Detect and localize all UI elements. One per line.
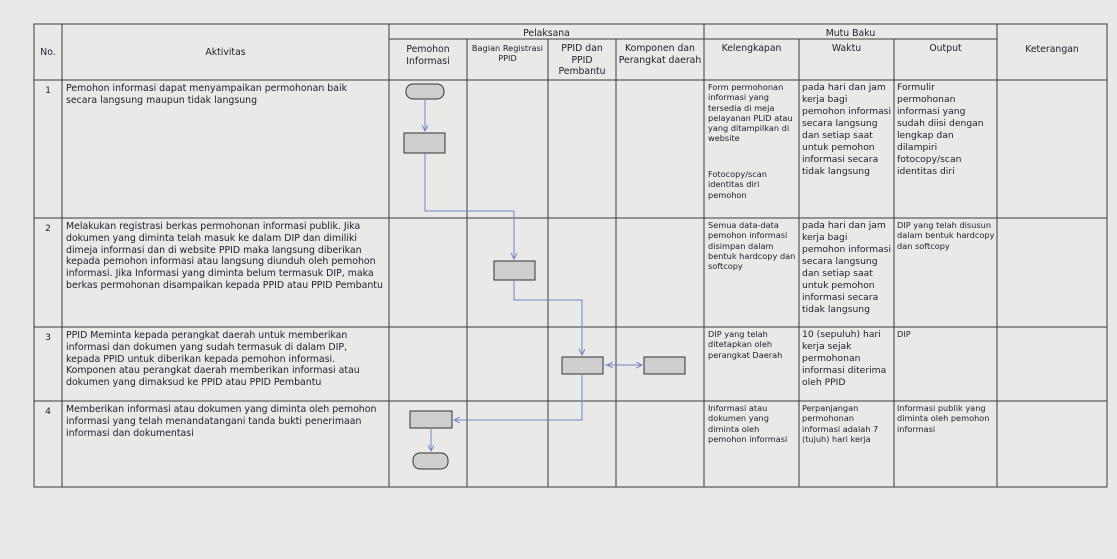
row-1-waktu: pada hari dan jam kerja bagi pemohon informasi secara langsung dan setiap saat untuk pemohon informasi secara tidak langsung xyxy=(802,82,892,177)
row-2-waktu: pada hari dan jam kerja bagi pemohon informasi secara langsung dan setiap saat untuk pemohon informasi secara tidak langsung xyxy=(802,220,892,315)
header-mutu-baku: Mutu Baku xyxy=(825,28,876,39)
row-1-kelengkapan: Form permohonan informasi yang tersedia di meja pelayanan PLID atau yang ditampilkan di website xyxy=(708,82,793,144)
flow-process-ppid xyxy=(562,357,603,374)
header-output: Output xyxy=(929,43,962,54)
row-3-aktivitas: PPID Meminta kepada perangkat daerah untuk memberikan informasi dan dokumen yang sudah termasuk di dalam DIP, kepada PPID untuk diberikan kepada pemohon informasi. Komponen atau perangkat daerah memberikan informasi atau dokumen yang dimaksud ke PPID atau PPID Pembantu xyxy=(66,330,360,388)
header-kelengkapan: Kelengkapan xyxy=(721,43,782,54)
row-2-no: 2 xyxy=(45,223,51,234)
header-aktivitas: Aktivitas xyxy=(205,47,246,58)
row-2-output: DIP yang telah disusun dalam bentuk hardcopy dan softcopy xyxy=(897,220,995,251)
row-1-kelengkapan-2: Fotocopy/scan identitas diri pemohon xyxy=(708,169,767,200)
header-pelaksana: Pelaksana xyxy=(523,28,570,39)
row-3-output: DIP xyxy=(897,329,911,339)
flow-process-pemohon-receive xyxy=(410,411,452,428)
header-ppid: PPID dan PPID Pembantu xyxy=(558,43,606,78)
row-1-no: 1 xyxy=(45,85,51,96)
row-3-waktu: 10 (sepuluh) hari kerja sejak permohonan informasi diterima oleh PPID xyxy=(802,329,887,388)
header-no: No. xyxy=(40,47,56,58)
header-pemohon: Pemohon Informasi xyxy=(406,44,450,67)
row-4-output: Informasi publik yang diminta oleh pemohon informasi xyxy=(897,403,990,434)
row-4-waktu: Perpanjangan permohonan informasi adalah 7 (tujuh) hari kerja xyxy=(802,403,879,444)
flow-process-komponen xyxy=(644,357,685,374)
header-keterangan: Keterangan xyxy=(1025,44,1079,55)
header-komponen: Komponen dan Perangkat daerah xyxy=(618,43,702,66)
header-waktu: Waktu xyxy=(831,43,862,54)
row-4-aktivitas: Memberikan informasi atau dokumen yang diminta oleh pemohon informasi yang telah menandatangani tanda bukti penerimaan informasi dan dokumentasi xyxy=(66,404,377,439)
header-registrasi: Bagian Registrasi PPID xyxy=(471,43,544,64)
flow-start-terminator xyxy=(406,84,444,99)
flow-end-terminator xyxy=(413,453,448,469)
flow-process-registrasi xyxy=(494,261,535,280)
row-1-output: Formulir permohonan informasi yang sudah diisi dengan lengkap dan dilampiri fotocopy/scan identitas diri xyxy=(897,82,984,177)
row-2-aktivitas: Melakukan registrasi berkas permohonan informasi publik. Jika dokumen yang diminta telah masuk ke dalam DIP dan dimiliki dimeja informasi dan di website PPID maka langsung diberikan kepada pemohon informasi atau langsung diunduh oleh pemohon informasi. Jika Informasi yang diminta belum termasuk DIP, maka berkas permohonan disampaikan kepada PPID atau PPID Pembantu xyxy=(66,221,383,291)
row-4-kelengkapan: Informasi atau dokumen yang diminta oleh pemohon informasi xyxy=(708,403,788,444)
flow-process-pemohon xyxy=(404,133,445,153)
row-3-no: 3 xyxy=(45,332,51,343)
row-3-kelengkapan: DIP yang telah ditetapkan oleh perangkat Daerah xyxy=(708,329,783,360)
row-1-aktivitas: Pemohon informasi dapat menyampaikan permohonan baik secara langsung maupun tidak langsung xyxy=(66,83,348,106)
row-2-kelengkapan: Semua data-data pemohon informasi disimpan dalam bentuk hardcopy dan softcopy xyxy=(708,220,796,271)
row-4-no: 4 xyxy=(45,406,51,417)
